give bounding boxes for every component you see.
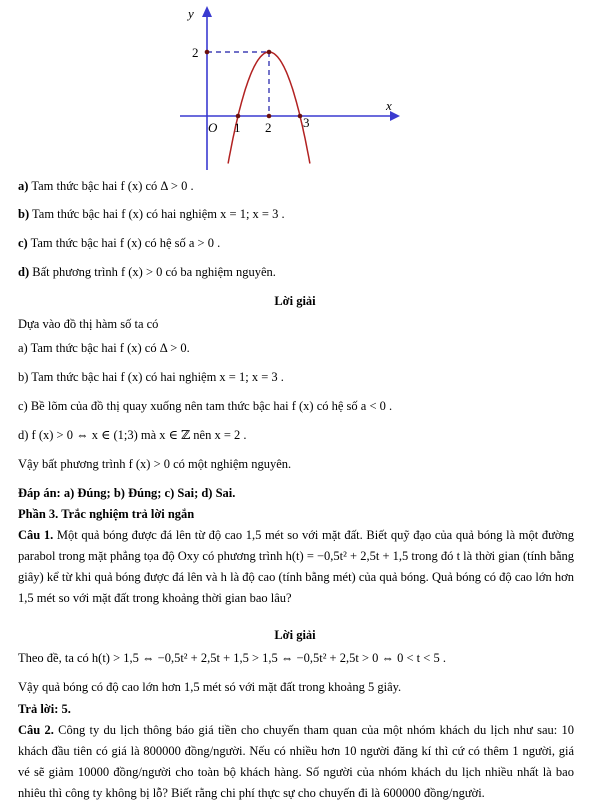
question-2: [18, 720, 574, 804]
origin-label: O: [208, 120, 218, 135]
question-1-text: Một quả bóng được đá lên từ độ cao 1,5 mét so với mặt đất. Biết quỹ đạo của quả bóng là một đường parabol trong mặt phẳng tọa độ Oxy có phương trình h(t) = −0,5t² + 2,5t + 1,5 trong đó t là thời gian (tính bằng giây) kể từ khi quả bóng được đá lên và h là độ cao (tính bằng mét) của quả bóng. Quả bóng có độ cao lớn hơn 1,5 mét so với mặt đất trong khoảng thời gian bao lâu?: [18, 528, 574, 605]
solution-d: d) f (x) > 0 ⇔ x ∈ (1;3) mà x ∈ ℤ nên x = 2 .: [18, 428, 247, 442]
root-point-1: [236, 114, 241, 119]
solution-intro: Dựa vào đồ thị hàm số ta có: [18, 317, 159, 331]
parabola-graph: [0, 0, 590, 175]
question-a: a) Tam thức bậc hai f (x) có Δ > 0 .: [18, 179, 194, 193]
tick-label-x3: 3: [303, 115, 310, 130]
q1-solution-conclusion: Vậy quả bóng có độ cao lớn hơn 1,5 mét só với mặt đất trong khoảng 5 giây.: [18, 680, 402, 694]
question-b: b) Tam thức bậc hai f (x) có hai nghiệm x = 1; x = 3 .: [18, 207, 285, 221]
question-2-text: Công ty du lịch thông báo giá tiền cho chuyến tham quan của một nhóm khách du lịch như sau: 10 khách đầu tiên có giá là 800000 đồng/người. Nếu có nhiều hơn 10 người đăng kí thì cứ có thêm 1 người, giá vé sẽ giảm 10000 đồng/người cho toàn bộ khách hàng. Số người của nhóm khách du lịch nhiều nhất là bao nhiêu thì công ty không bị lỗ? Biết rằng chi phí thực sự cho chuyến đi là 600000 đồng/người.: [18, 723, 574, 800]
x-axis-label: x: [386, 98, 392, 113]
vertex-point: [267, 50, 272, 55]
answer-key: Đáp án: a) Đúng; b) Đúng; c) Sai; d) Sai.: [18, 486, 236, 500]
q1-solution-step: Theo đề, ta có h(t) > 1,5 ⇔ −0,5t² + 2,5t + 1,5 > 1,5 ⇔ −0,5t² + 2,5t > 0 ⇔ 0 < t < 5 .: [18, 651, 446, 665]
solution-c: c) Bề lõm của đồ thị quay xuống nên tam thức bậc hai f (x) có hệ số a < 0 .: [18, 399, 393, 413]
y-axis-label: y: [188, 6, 194, 21]
solution-heading-2: Lời giải: [274, 628, 316, 642]
solution-a: a) Tam thức bậc hai f (x) có Δ > 0.: [18, 341, 190, 355]
part3-heading: Phần 3. Trắc nghiệm trả lời ngắn: [18, 507, 195, 521]
solution-heading: Lời giải: [274, 294, 316, 308]
tick-label-x2: 2: [265, 120, 272, 135]
tick-label-y2: 2: [192, 45, 199, 60]
solution-b: b) Tam thức bậc hai f (x) có hai nghiệm x = 1; x = 3 .: [18, 370, 284, 384]
root-point-3: [298, 114, 303, 119]
q1-answer: Trả lời: 5.: [18, 702, 71, 716]
question-1: [18, 525, 574, 609]
solution-conclusion: Vậy bất phương trình f (x) > 0 có một nghiệm nguyên.: [18, 457, 292, 471]
x2-point: [267, 114, 272, 119]
question-1-label: Câu 1.: [18, 528, 54, 542]
y-axis-arrow: [202, 6, 212, 17]
tick-label-x1: 1: [234, 120, 241, 135]
question-2-label: Câu 2.: [18, 723, 54, 737]
question-d: d) Bất phương trình f (x) > 0 có ba nghiệm nguyên.: [18, 265, 276, 279]
y2-point: [205, 50, 210, 55]
question-c: c) Tam thức bậc hai f (x) có hệ số a > 0 .: [18, 236, 221, 250]
